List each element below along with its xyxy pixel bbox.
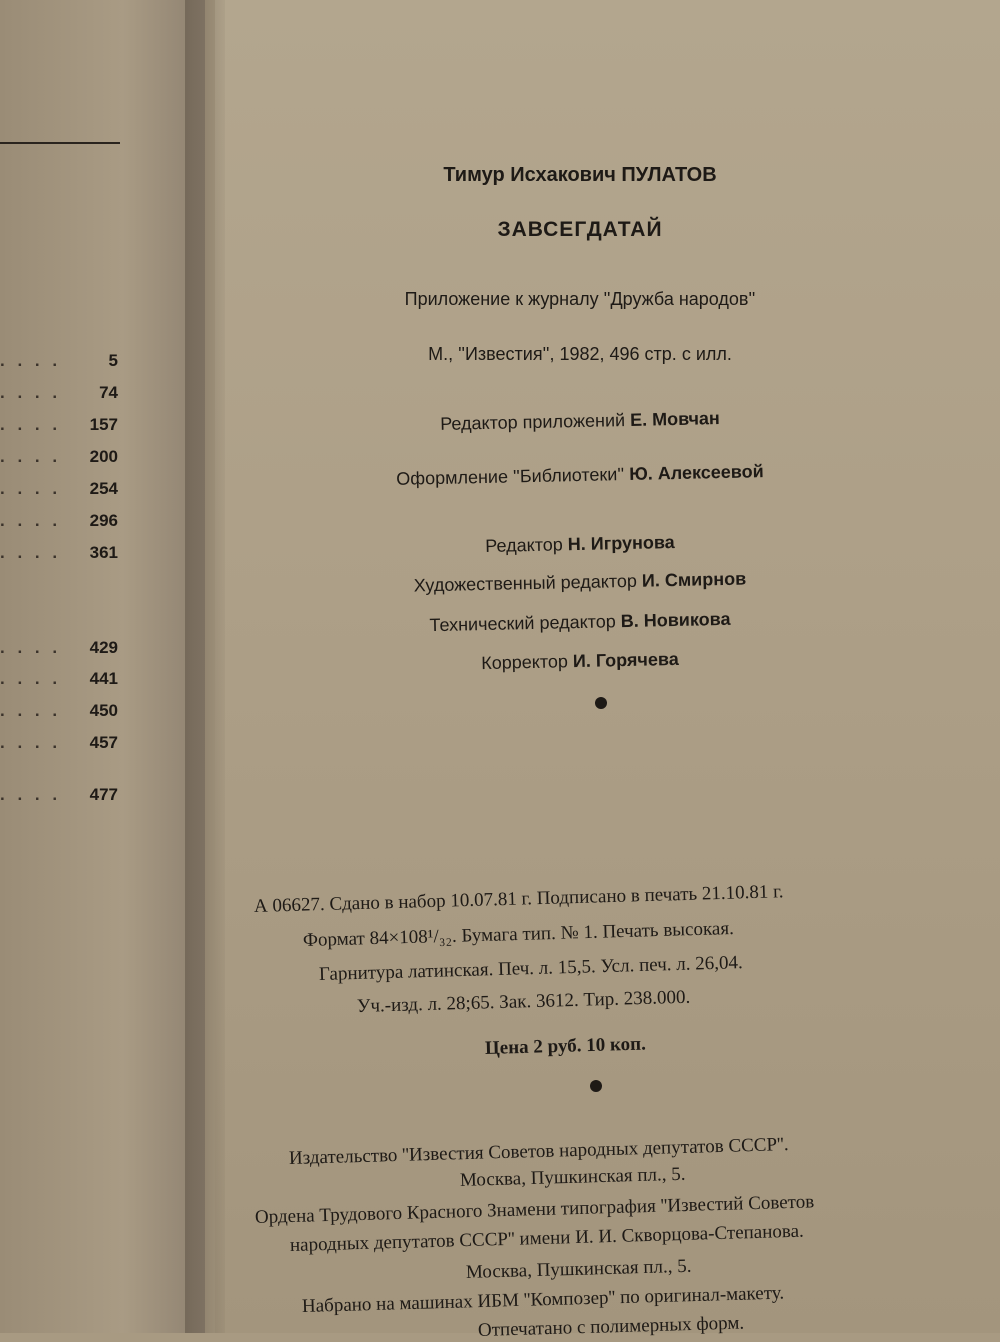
toc-page-number: 457: [89, 733, 118, 752]
printing-line: Отпечатано с полимерных форм.: [477, 1312, 745, 1341]
printer-address: Москва, Пушкинская пл., 5.: [465, 1255, 692, 1283]
printer-line: народных депутатов СССР'' имени И. И. Скворцова-Степанова.: [289, 1220, 805, 1256]
toc-entry: . . . . 74: [0, 383, 118, 402]
toc-page-number: 296: [89, 511, 118, 530]
book-title: ЗАВСЕГДАТАЙ: [497, 218, 663, 241]
toc-page-number: 74: [99, 383, 118, 402]
publisher-line: Издательство ''Известия Советов народных депутатов СССР''.: [288, 1134, 789, 1169]
publication-line: М., ''Известия'', 1982, 496 стр. с илл.: [428, 344, 732, 364]
toc-page-number: 361: [89, 543, 118, 562]
credit-role: Корректор: [481, 651, 569, 674]
price-line: Цена 2 руб. 10 коп.: [484, 1033, 647, 1059]
credit-person: Е. Мовчан: [629, 408, 720, 430]
toc-entry: . . . . 441: [0, 669, 118, 688]
toc-page-number: 450: [89, 701, 118, 720]
toc-entry: . . . . 457: [0, 733, 118, 752]
toc-entry: . . . . 254: [0, 479, 118, 498]
publisher-address: Москва, Пушкинская пл., 5.: [459, 1163, 686, 1191]
toc-page-number: 254: [89, 479, 118, 498]
book-gutter: [185, 0, 225, 1333]
toc-entry: . . . . 157: [0, 415, 118, 434]
imprint-line: Уч.-изд. л. 28;65. Зак. 3612. Тир. 238.000.: [356, 986, 691, 1017]
credit-role: Художественный редактор: [413, 570, 638, 596]
toc-page-number: 157: [89, 415, 118, 434]
toc-entry: . . . . 296: [0, 511, 118, 530]
credit-person: В. Новикова: [620, 608, 731, 632]
toc-entry: . . . . 477: [0, 785, 118, 804]
left-page: [0, 0, 205, 1333]
typesetting-line: Набрано на машинах ИБМ ''Композер'' по оригинал-макету.: [301, 1282, 785, 1317]
credit-role: Редактор приложений: [439, 410, 626, 434]
bullet-separator: [590, 1080, 602, 1092]
toc-page-number: 441: [89, 669, 118, 688]
supplement-line: Приложение к журналу ''Дружба народов'': [404, 289, 756, 309]
credit-role: Технический редактор: [429, 611, 616, 636]
credit-person: И. Смирнов: [641, 568, 747, 591]
toc-entry: . . . . 5: [0, 351, 118, 370]
bullet-separator: [595, 697, 607, 709]
toc-page-number: 429: [89, 638, 118, 657]
credit-person: Ю. Алексеевой: [629, 461, 764, 484]
toc-entry: . . . . 361: [0, 543, 118, 562]
toc-entry: . . . . 429: [0, 638, 118, 657]
imprint-line: Формат 84×108¹/₃₂. Бумага тип. № 1. Печать высокая.: [302, 917, 735, 951]
toc-entry: . . . . 450: [0, 701, 118, 720]
toc-entry: . . . . 200: [0, 447, 118, 466]
author-name: Тимур Исхакович ПУЛАТОВ: [443, 164, 717, 186]
printer-line: Ордена Трудового Красного Знамени типография ''Известий Советов: [254, 1191, 815, 1228]
credit-role: Редактор: [485, 534, 563, 556]
credit-person: И. Горячева: [572, 648, 679, 672]
credit-person: Н. Игрунова: [567, 532, 675, 555]
credit-role: Оформление ''Библиотеки'': [396, 464, 625, 489]
toc-page-number: 477: [89, 785, 118, 804]
toc-page-number: 200: [89, 447, 118, 466]
imprint-line: Гарнитура латинская. Печ. л. 15,5. Усл. печ. л. 26,04.: [318, 952, 743, 985]
toc-rule: [0, 142, 120, 144]
toc-page-number: 5: [108, 351, 118, 370]
imprint-line: А 06627. Сдано в набор 10.07.81 г. Подписано в печать 21.10.81 г.: [253, 881, 784, 917]
